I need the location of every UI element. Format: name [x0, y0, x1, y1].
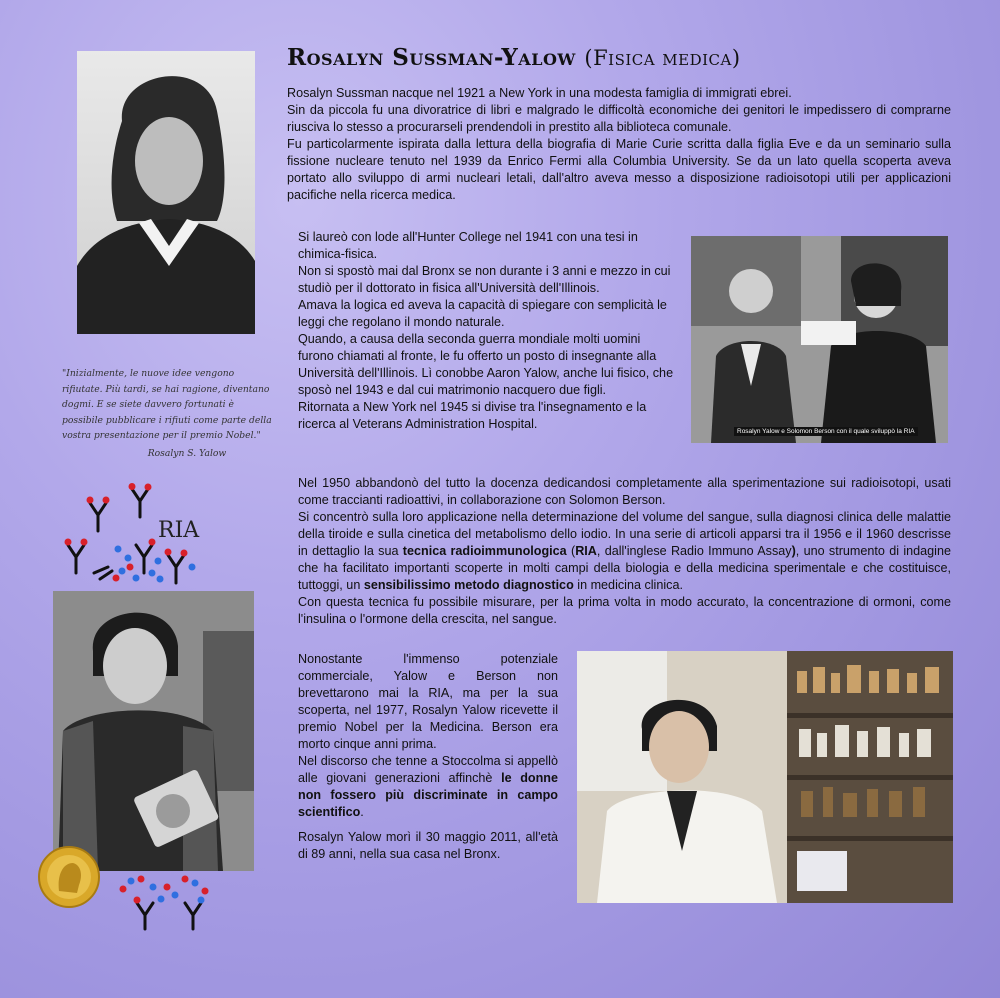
- portrait-photo: [77, 51, 255, 334]
- career-paragraph: Non si spostò mai dal Bronx se non durante i 3 anni e mezzo in cui studiò per il dottorato in fisica all'Università dell'Illinois.: [298, 264, 671, 295]
- ria-technique: tecnica radioimmunologica: [402, 544, 567, 558]
- diagnostic-method: sensibilissimo metodo diagnostico: [363, 578, 574, 592]
- title-main: Rosalyn Sussman-Yalow: [287, 44, 576, 71]
- yalow-berson-photo: [691, 236, 948, 443]
- page-title: [287, 44, 987, 71]
- quote-text: "Inizialmente, le nuove idee vengono rifiutate. Più tardi, se hai ragione, diventano dogmi. E se siete davvero fortunati è possibile pubblicare i rifiuti come parte della vostra presentazione per il premio Nobel.": [62, 368, 272, 441]
- nobel-paragraph: Nonostante l'immenso potenziale commerciale, Yalow e Berson non brevettarono mai la RIA, ma per la sua scoperta, nel 1977, Rosalyn Yalow ricevette il premio Nobel per la Medicina. Berson era morto cinque anni prima.: [298, 652, 558, 751]
- research-text: [298, 475, 951, 628]
- research-paragraph: Nel 1950 abbandonò del tutto la docenza dedicandosi completamente alla sperimentazione sui radioisotopi, usati come traccianti radioattivi, in collaborazione con Solomon Berson.: [298, 476, 951, 507]
- research-text-span: , uno strumento di indagine che ha facilitato importanti scoperte in molti campi della biologia e della medicina sperimentale e che costituisce, tuttoggi, un: [298, 544, 951, 592]
- quote-author: Rosalyn S. Yalow: [147, 447, 227, 459]
- nobel-paragraph: [298, 753, 558, 821]
- research-paragraph: [298, 509, 951, 594]
- ria-acronym: RIA: [575, 544, 597, 558]
- nobel-paragraph: Rosalyn Yalow morì il 30 maggio 2011, all'età di 89 anni, nella sua casa nel Bronx.: [298, 830, 558, 861]
- women-discrimination-highlight: le donne non fossero più discriminate in campo scientifico: [298, 771, 558, 819]
- antibody-cluster-icon: [115, 873, 215, 931]
- nobel-medal-icon: [37, 845, 101, 909]
- nobel-text: [298, 651, 558, 863]
- nobel-text-span: .: [360, 805, 364, 819]
- career-paragraph: Amava la logica ed aveva la capacità di spiegare con semplicità le leggi che regolano il mondo naturale.: [298, 298, 667, 329]
- intro-paragraph: Fu particolarmente ispirata dalla lettura della biografia di Marie Curie scritta dalla figlia Eve e da un seminario sulla fissione nucleare tenuto nel 1939 da Enrico Fermi alla Columbia University. Se da un lato quella scoperta aveva portato allo sviluppo di armi nucleari letali, dall'altro aveva messo a disposizione radioisotopi utili per applicazioni pacifiche nella ricerca medica.: [287, 137, 951, 202]
- intro-paragraph: Sin da piccola fu una divoratrice di libri e malgrado le difficoltà economiche dei genitori le impedissero di comprarne riusciva lo stesso a procurarseli prendendoli in prestito alla biblioteca comunale.: [287, 103, 951, 134]
- intro-text: [287, 85, 951, 204]
- research-text-span: (: [566, 544, 576, 558]
- photo-caption: Rosalyn Yalow e Solomon Berson con il quale sviluppò la RIA: [734, 427, 918, 436]
- research-text-span: Si concentrò sulla loro applicazione nella determinazione del volume del sangue, sulla diagnosi clinica delle malattie della tiroide e sulla cinetica del metabolismo dello iodio. In una serie di articoli apparsi tra il 1956 e il 1960 descrisse in dettaglio la sua: [298, 510, 951, 558]
- research-text-span: , dall'inglese Radio Immuno Assay: [596, 544, 792, 558]
- ria-label: RIA: [158, 518, 200, 543]
- research-text-span: in medicina clinica.: [573, 578, 683, 592]
- career-text: [298, 229, 676, 433]
- nobel-photo: [53, 591, 254, 871]
- career-paragraph: Si laureò con lode all'Hunter College nel 1941 con una tesi in chimica-fisica.: [298, 230, 638, 261]
- intro-paragraph: Rosalyn Sussman nacque nel 1921 a New York in una modesta famiglia di immigrati ebrei.: [287, 86, 792, 100]
- title-sub: (Fisica medica): [584, 46, 741, 70]
- research-text-span: ): [791, 544, 796, 558]
- career-paragraph: Quando, a causa della seconda guerra mondiale molti uomini furono chiamati al fronte, le fu offerto un posto di insegnante alla Università dell'Illinois. Lì conobbe Aaron Yalow, anche lui fisico, che sposò nel 1943 e dal cui matrimonio nacquero due figli.: [298, 332, 674, 397]
- research-paragraph: Con questa tecnica fu possibile misurare, per la prima volta in modo accurato, la concentrazione di ormoni, come l'insulina o l'ormone della crescita, nel sangue.: [298, 595, 951, 626]
- nobel-quote: [62, 366, 272, 461]
- career-paragraph: Ritornata a New York nel 1945 si divise tra l'insegnamento e la ricerca al Veterans Administration Hospital.: [298, 400, 647, 431]
- laboratory-photo: [577, 651, 953, 903]
- nobel-text-span: Nel discorso che tenne a Stoccolma si appellò alle giovani generazioni affinchè: [298, 754, 558, 785]
